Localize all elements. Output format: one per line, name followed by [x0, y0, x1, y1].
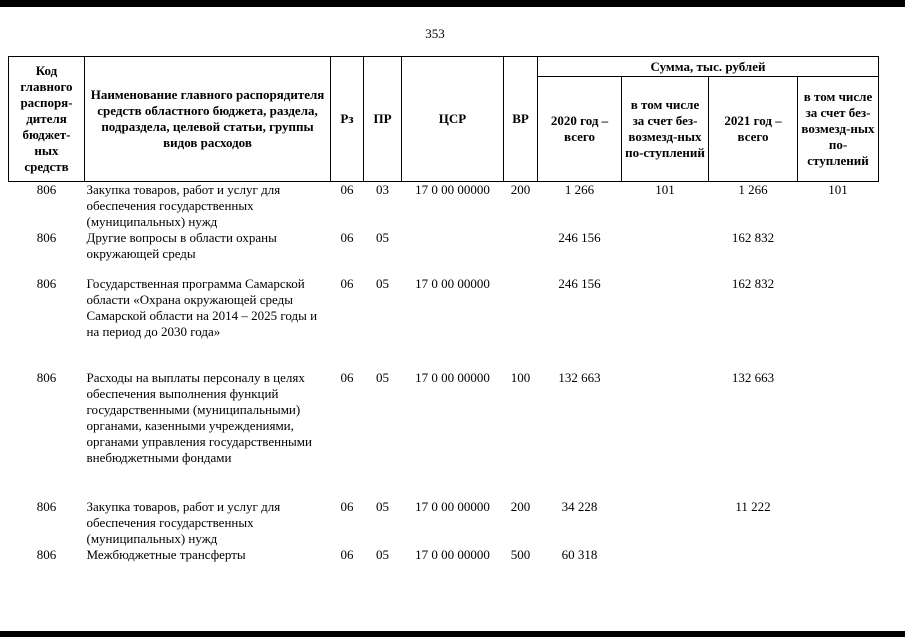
cell-total-2021: 1 266: [738, 182, 768, 197]
table-row: [9, 230, 879, 276]
cell-gratuitous-2021: [798, 370, 879, 499]
cell-gratuitous-2021: [798, 499, 879, 547]
cell-total-2020: 60 318: [561, 547, 598, 562]
header-sum-group: Сумма, тыс. рублей: [538, 57, 879, 77]
cell-name: Закупка товаров, работ и услуг для обеспечения государственных (муниципальных) нужд: [86, 182, 281, 229]
header-name: Наименование главного распорядителя средств областного бюджета, раздела, подраздела, целевой статьи, группы видов расходов: [85, 57, 331, 182]
cell-gratuitous-2020: [622, 230, 709, 276]
cell-vr: [504, 230, 538, 276]
header-rz: Рз: [331, 57, 364, 182]
cell-vr: 200: [510, 182, 531, 197]
cell-pr: 05: [376, 547, 389, 562]
cell-total-2020: 246 156: [558, 276, 601, 291]
cell-csr: [402, 230, 504, 276]
cell-pr: 03: [376, 182, 389, 197]
cell-vr: 100: [510, 370, 531, 385]
table-row: [9, 499, 879, 547]
cell-code: 806: [36, 182, 57, 197]
cell-gratuitous-2020: [622, 547, 709, 567]
cell-rz: 06: [340, 182, 354, 197]
cell-total-2020: 34 228: [561, 499, 598, 514]
header-csr: ЦСР: [402, 57, 504, 182]
page-number: 353: [425, 26, 445, 41]
header-total-2021: 2021 год – всего: [709, 77, 798, 182]
cell-csr: 17 0 00 00000: [415, 276, 490, 291]
cell-vr: 500: [510, 547, 531, 562]
table-row: [9, 182, 879, 231]
table-row: [9, 276, 879, 370]
cell-gratuitous-2020: [622, 499, 709, 547]
header-gratuitous-2020: в том числе за счет без-возмезд-ных по-ступлений: [622, 77, 709, 182]
cell-csr: 17 0 00 00000: [415, 182, 490, 197]
cell-gratuitous-2020: 101: [655, 182, 675, 197]
cell-gratuitous-2021: [798, 276, 879, 370]
budget-table: [8, 56, 879, 567]
cell-pr: 05: [376, 499, 389, 514]
cell-pr: 05: [376, 276, 389, 291]
cell-csr: 17 0 00 00000: [415, 547, 490, 562]
cell-code: 806: [36, 499, 57, 514]
cell-code: 806: [36, 547, 57, 562]
cell-rz: 06: [340, 370, 354, 385]
cell-name: Расходы на выплаты персоналу в целях обеспечения выполнения функций государственными (муниципальными) органами, казенными учреждениями, органами управления государственными внебюджетными фондами: [86, 370, 312, 465]
cell-total-2021: 11 222: [735, 499, 771, 514]
cell-gratuitous-2020: [622, 276, 709, 370]
cell-pr: 05: [376, 230, 389, 245]
header-gratuitous-2021: в том числе за счет без-возмезд-ных по-ступлений: [798, 77, 879, 182]
top-border-bar: [0, 0, 905, 7]
cell-name: Государственная программа Самарской области «Охрана окружающей среды Самарской области на 2014 – 2025 годы и на период до 2030 года»: [86, 276, 318, 339]
header-code: Код главного распоря-дителя бюджет-ных средств: [9, 57, 85, 182]
cell-name: Другие вопросы в области охраны окружающей среды: [86, 230, 277, 261]
cell-gratuitous-2020: [622, 370, 709, 499]
table-row: [9, 370, 879, 499]
cell-vr: 200: [510, 499, 531, 514]
cell-total-2021: 162 832: [731, 230, 775, 245]
cell-vr: [504, 276, 538, 370]
cell-rz: 06: [340, 276, 354, 291]
cell-name: Межбюджетные трансферты: [86, 547, 246, 562]
cell-rz: 06: [340, 499, 354, 514]
table-header: [9, 57, 879, 182]
cell-gratuitous-2021: [798, 547, 879, 567]
cell-code: 806: [36, 370, 57, 385]
cell-total-2021: 162 832: [731, 276, 775, 291]
cell-gratuitous-2021: 101: [828, 182, 848, 197]
cell-total-2020: 1 266: [564, 182, 595, 197]
header-total-2020: 2020 год – всего: [538, 77, 622, 182]
cell-code: 806: [36, 276, 57, 291]
cell-total-2021: [709, 547, 798, 567]
cell-rz: 06: [340, 547, 354, 562]
table-body: [9, 182, 879, 568]
cell-total-2021: 132 663: [731, 370, 775, 385]
header-pr: ПР: [364, 57, 402, 182]
cell-name: Закупка товаров, работ и услуг для обеспечения государственных (муниципальных) нужд: [86, 499, 281, 546]
cell-pr: 05: [376, 370, 389, 385]
cell-rz: 06: [340, 230, 354, 245]
cell-csr: 17 0 00 00000: [415, 499, 490, 514]
table-row: [9, 547, 879, 567]
cell-gratuitous-2021: [798, 230, 879, 276]
header-vr: ВР: [504, 57, 538, 182]
cell-code: 806: [36, 230, 57, 245]
cell-csr: 17 0 00 00000: [415, 370, 490, 385]
cell-total-2020: 246 156: [558, 230, 601, 245]
cell-total-2020: 132 663: [558, 370, 601, 385]
bottom-border-bar: [0, 631, 905, 637]
